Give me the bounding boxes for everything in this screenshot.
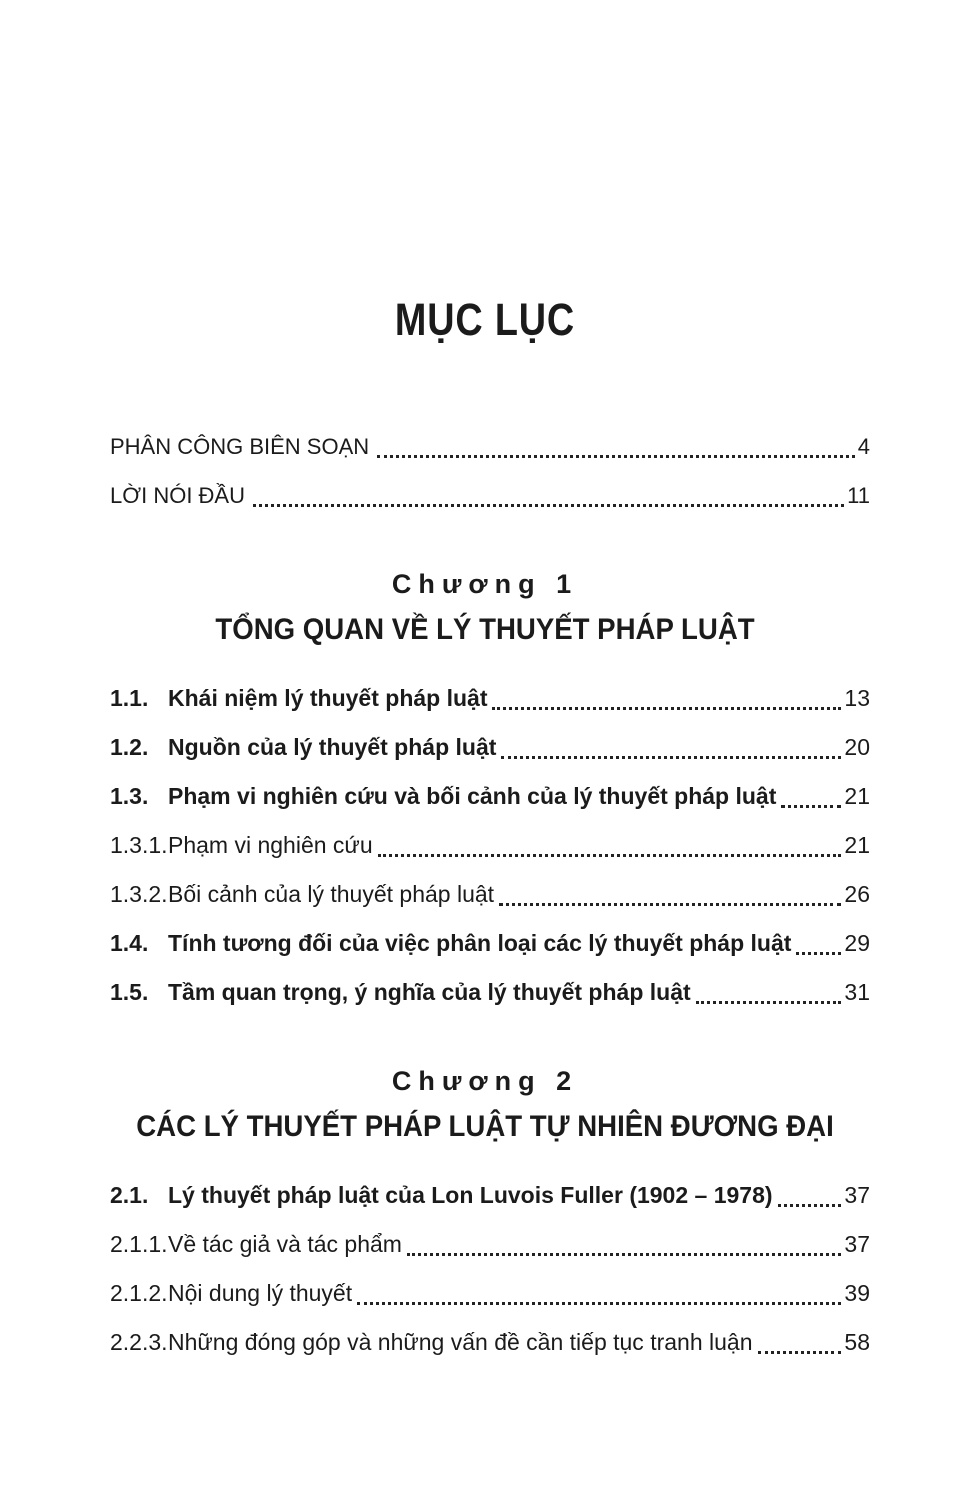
dot-leader xyxy=(407,1253,841,1256)
dot-leader xyxy=(696,1001,842,1004)
entry-number: 1.2. xyxy=(110,734,149,760)
chapter-heading: Chương 2 xyxy=(391,1066,579,1096)
toc-entry xyxy=(110,1269,870,1318)
toc-entry xyxy=(110,772,870,821)
toc-entry xyxy=(110,1318,870,1367)
entry-number: 2.2.3. xyxy=(110,1329,168,1355)
toc-entry xyxy=(110,919,870,968)
dot-leader xyxy=(499,903,841,906)
entry-number: 2.1. xyxy=(110,1182,149,1208)
entry-page: 21 xyxy=(844,783,870,809)
toc-entry xyxy=(110,674,870,723)
entry-label: Nguồn của lý thuyết pháp luật xyxy=(168,734,497,760)
chapter-heading: Chương 1 xyxy=(391,569,579,599)
chapter-section xyxy=(0,566,970,1017)
entry-number: 2.1.2. xyxy=(110,1280,168,1306)
chapter-entries xyxy=(0,674,970,1017)
toc-entry xyxy=(110,471,870,520)
entry-number: 1.1. xyxy=(110,685,149,711)
dot-leader xyxy=(758,1351,842,1354)
page-title: MỤC LỤC xyxy=(394,294,576,345)
dot-leader xyxy=(501,756,841,759)
entry-page: 21 xyxy=(844,832,870,858)
dot-leader xyxy=(377,455,855,458)
dot-leader xyxy=(492,707,841,710)
entry-page: 31 xyxy=(844,979,870,1005)
dot-leader xyxy=(778,1204,842,1207)
entry-number: 1.3.2. xyxy=(110,881,168,907)
toc-entry xyxy=(110,422,870,471)
toc-entry xyxy=(110,1220,870,1269)
chapter-list xyxy=(0,566,970,1367)
dot-leader xyxy=(253,504,844,507)
entry-page: 39 xyxy=(844,1280,870,1306)
entry-label: Tính tương đối của việc phân loại các lý thuyết pháp luật xyxy=(168,930,792,956)
entry-page: 11 xyxy=(847,483,870,508)
chapter-title: CÁC LÝ THUYẾT PHÁP LUẬT TỰ NHIÊN ĐƯƠNG ĐẠI xyxy=(136,1110,834,1143)
dot-leader xyxy=(781,805,841,808)
entry-label: Bối cảnh của lý thuyết pháp luật xyxy=(168,881,495,907)
entry-label: Tầm quan trọng, ý nghĩa của lý thuyết pháp luật xyxy=(168,979,691,1005)
entry-page: 37 xyxy=(844,1182,870,1208)
entry-label: Nội dung lý thuyết xyxy=(168,1280,353,1306)
entry-label: Phạm vi nghiên cứu xyxy=(168,832,373,858)
entry-number: 2.1.1. xyxy=(110,1231,168,1257)
entry-number: 1.4. xyxy=(110,930,149,956)
toc-entry xyxy=(110,723,870,772)
entry-page: 58 xyxy=(844,1329,870,1355)
entry-page: 26 xyxy=(844,881,870,907)
entry-number: 1.3.1. xyxy=(110,832,168,858)
dot-leader xyxy=(378,854,842,857)
entry-label: PHÂN CÔNG BIÊN SOẠN xyxy=(110,434,370,459)
toc-entry xyxy=(110,968,870,1017)
chapter-entries xyxy=(0,1171,970,1367)
entry-page: 13 xyxy=(844,685,870,711)
entry-label: Lý thuyết pháp luật của Lon Luvois Fuller (1902 – 1978) xyxy=(168,1182,773,1208)
entry-page: 4 xyxy=(857,434,870,459)
toc-entry xyxy=(110,870,870,919)
chapter-title: TỔNG QUAN VỀ LÝ THUYẾT PHÁP LUẬT xyxy=(215,613,755,646)
dot-leader xyxy=(796,952,841,955)
toc-entry xyxy=(110,821,870,870)
dot-leader xyxy=(357,1302,841,1305)
front-matter-list xyxy=(0,422,970,520)
entry-number: 1.5. xyxy=(110,979,149,1005)
entry-page: 37 xyxy=(844,1231,870,1257)
entry-label: Phạm vi nghiên cứu và bối cảnh của lý thuyết pháp luật xyxy=(168,783,777,809)
entry-page: 20 xyxy=(844,734,870,760)
entry-label: Khái niệm lý thuyết pháp luật xyxy=(168,685,488,711)
toc-entry xyxy=(110,1171,870,1220)
entry-page: 29 xyxy=(844,930,870,956)
entry-label: Những đóng góp và những vấn đề cần tiếp tục tranh luận xyxy=(168,1329,753,1355)
chapter-section xyxy=(0,1063,970,1367)
entry-label: LỜI NÓI ĐẦU xyxy=(110,483,245,508)
entry-label: Về tác giả và tác phẩm xyxy=(168,1231,402,1257)
entry-number: 1.3. xyxy=(110,783,149,809)
